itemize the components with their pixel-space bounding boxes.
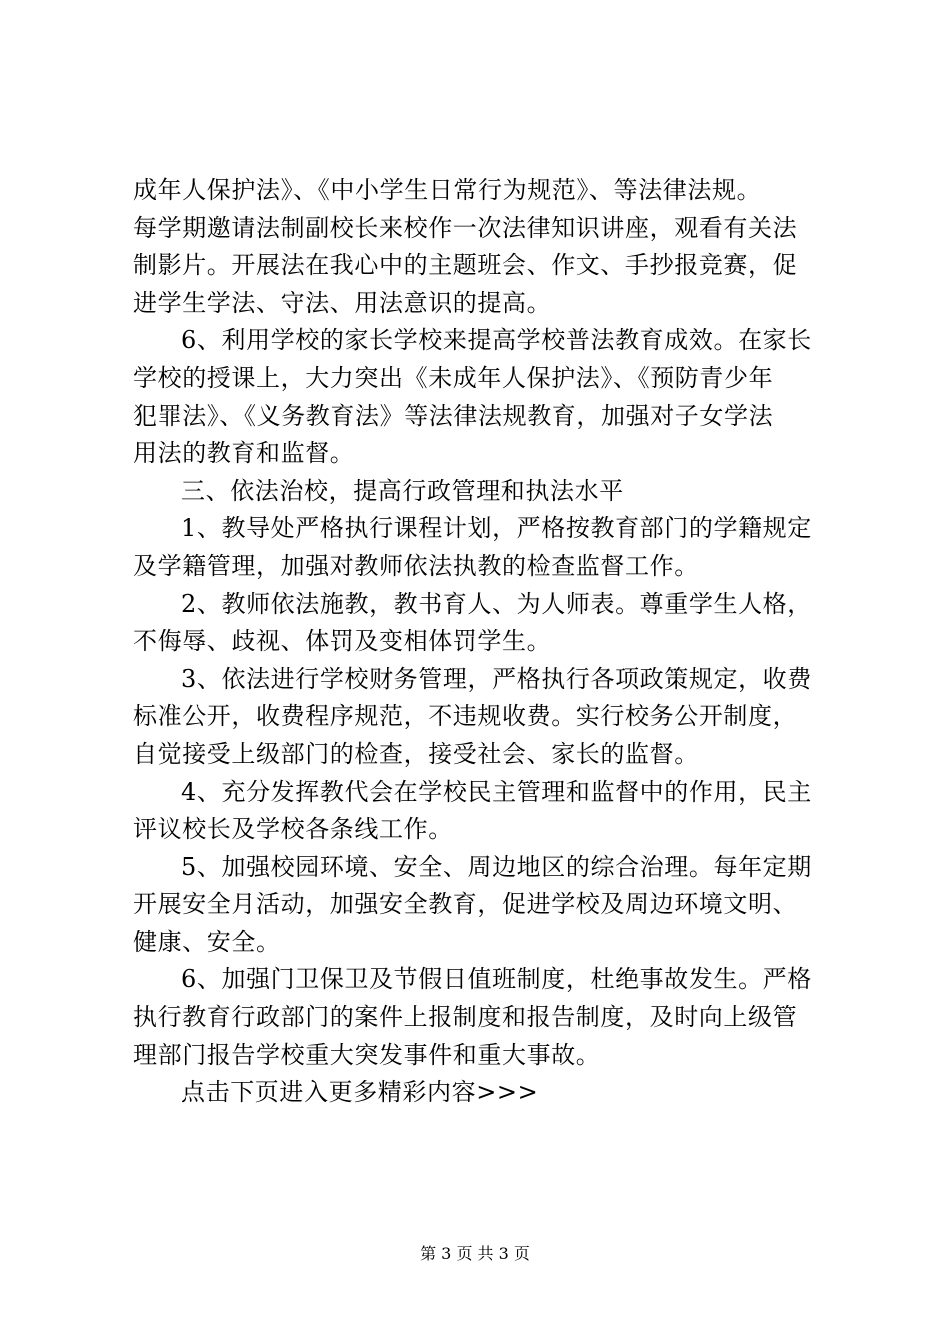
document-body xyxy=(133,172,833,1112)
text-line: 3、依法进行学校财务管理，严格执行各项政策规定，收费 xyxy=(181,664,812,693)
text-line: 6、加强门卫保卫及节假日值班制度，杜绝事故发生。严格 xyxy=(181,965,812,994)
text-line: 理部门报告学校重大突发事件和重大事故。 xyxy=(133,1040,601,1069)
text-line: 用法的教育和监督。 xyxy=(133,439,355,468)
text-line: 6、利用学校的家长学校来提高学校普法教育成效。在家长 xyxy=(181,326,812,355)
text-line: 执行教育行政部门的案件上报制度和报告制度，及时向上级管 xyxy=(133,1003,798,1032)
text-line: 标准公开，收费程序规范，不违规收费。实行校务公开制度， xyxy=(133,702,798,731)
next-page-link[interactable]: 点击下页进入更多精彩内容>>> xyxy=(181,1078,539,1107)
text-line: 开展安全月活动，加强安全教育，促进学校及周边环境文明、 xyxy=(133,890,798,919)
text-line: 2、教师依法施教，教书育人、为人师表。尊重学生人格， xyxy=(181,589,812,618)
text-line: 制影片。开展法在我心中的主题班会、作文、手抄报竞赛，促 xyxy=(133,251,798,280)
text-line: 4、充分发挥教代会在学校民主管理和监督中的作用，民主 xyxy=(181,777,812,806)
text-line: 犯罪法》、《义务教育法》等法律法规教育，加强对子女学法 xyxy=(133,401,774,430)
text-line: 及学籍管理，加强对教师依法执教的检查监督工作。 xyxy=(133,551,699,580)
text-line: 进学生学法、守法、用法意识的提高。 xyxy=(133,288,552,317)
text-line: 成年人保护法》、《中小学生日常行为规范》、等法律法规。 xyxy=(133,176,762,204)
section-heading: 三、依法治校，提高行政管理和执法水平 xyxy=(181,476,624,505)
text-line: 每学期邀请法制副校长来校作一次法律知识讲座，观看有关法 xyxy=(133,213,798,242)
text-line: 自觉接受上级部门的检查，接受社会、家长的监督。 xyxy=(133,739,699,768)
text-line: 5、加强校园环境、安全、周边地区的综合治理。每年定期 xyxy=(181,852,812,881)
page-footer: 第 3 页 共 3 页 xyxy=(420,1244,530,1263)
text-line: 1、教导处严格执行课程计划，严格按教育部门的学籍规定 xyxy=(181,514,812,543)
text-line: 评议校长及学校各条线工作。 xyxy=(133,815,453,844)
text-line: 学校的授课上，大力突出《未成年人保护法》、《预防青少年 xyxy=(133,363,774,392)
text-line: 健康、安全。 xyxy=(133,927,281,956)
text-line: 不侮辱、歧视、体罚及变相体罚学生。 xyxy=(133,627,552,656)
